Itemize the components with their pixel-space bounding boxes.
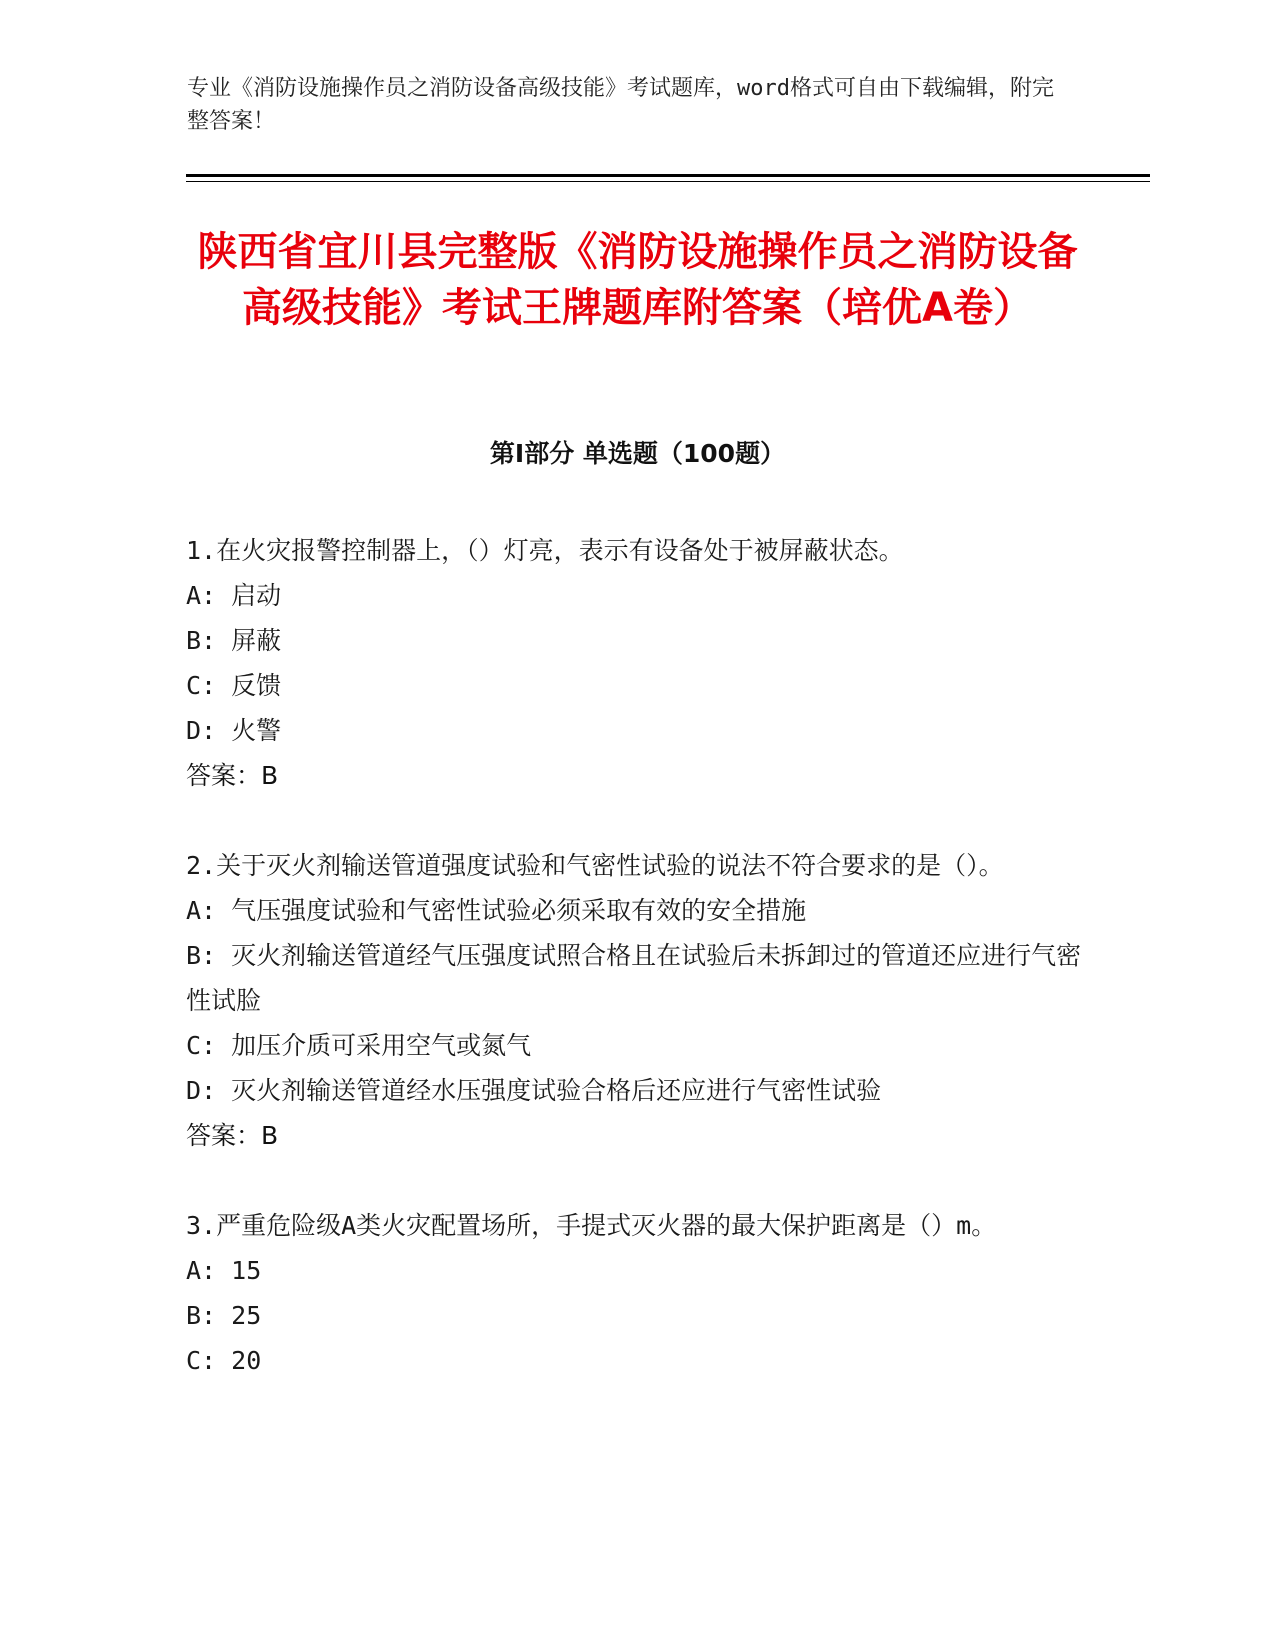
option-a: A: 气压强度试验和气密性试验必须采取有效的安全措施 <box>186 896 807 925</box>
option-c: C: 反馈 <box>186 671 282 700</box>
question-stem: 2.关于灭火剂输送管道强度试验和气密性试验的说法不符合要求的是（）。 <box>186 851 1004 880</box>
option-c: C: 20 <box>186 1346 262 1375</box>
question-list <box>186 528 1086 1383</box>
answer: 答案：B <box>186 1121 279 1150</box>
option-a: A: 15 <box>186 1256 262 1285</box>
document-title: 陕西省宜川县完整版《消防设施操作员之消防设备高级技能》考试王牌题库附答案（培优A卷） <box>197 229 1078 331</box>
option-b: B: 屏蔽 <box>186 626 282 655</box>
header-rule-thin <box>186 181 1150 182</box>
question-stem: 3.严重危险级A类火灾配置场所，手提式灭火器的最大保护距离是（）m。 <box>186 1211 997 1240</box>
question-3 <box>186 1203 1086 1383</box>
question-stem: 1.在火灾报警控制器上，（）灯亮，表示有设备处于被屏蔽状态。 <box>186 536 904 565</box>
header-note: 专业《消防设施操作员之消防设备高级技能》考试题库，word格式可自由下载编辑，附完整答案！ <box>187 76 1054 134</box>
option-b: B: 灭火剂输送管道经气压强度试照合格且在试验后未拆卸过的管道还应进行气密性试脸 <box>186 941 1082 1015</box>
section-title: 第I部分 单选题（100题） <box>489 439 786 468</box>
option-c: C: 加压介质可采用空气或氮气 <box>186 1031 532 1060</box>
option-b: B: 25 <box>186 1301 262 1330</box>
question-2 <box>186 843 1086 1158</box>
header-rule-thick <box>186 174 1150 177</box>
option-a: A: 启动 <box>186 581 282 610</box>
option-d: D: 火警 <box>186 716 282 745</box>
option-d: D: 灭火剂输送管道经水压强度试验合格后还应进行气密性试验 <box>186 1076 882 1105</box>
question-1 <box>186 528 1086 798</box>
answer: 答案：B <box>186 761 279 790</box>
